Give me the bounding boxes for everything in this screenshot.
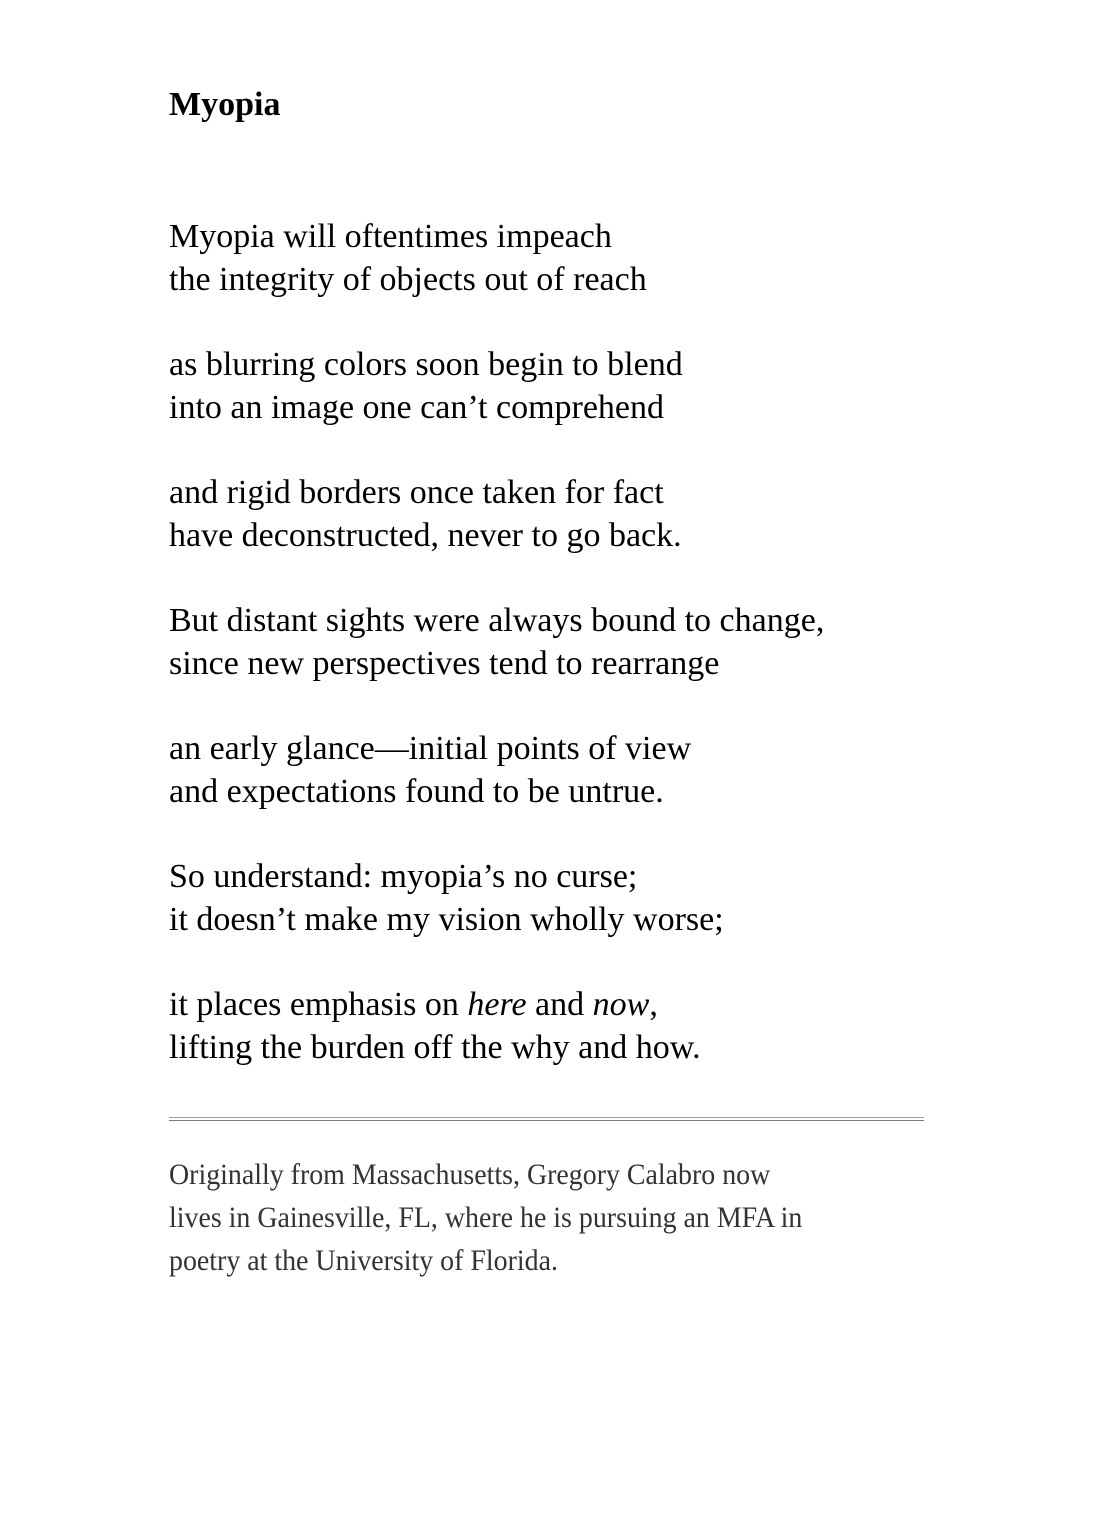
line-text: and — [526, 986, 593, 1023]
author-bio — [169, 1153, 924, 1282]
poem-line: it doesn’t make my vision wholly worse; — [169, 901, 724, 938]
poem-line: But distant sights were always bound to change, — [169, 602, 825, 639]
stanza-3 — [169, 471, 924, 557]
bio-line: lives in Gainesville, FL, where he is pursuing an MFA in — [169, 1201, 803, 1234]
poem-line: and rigid borders once taken for fact — [169, 474, 664, 511]
line-text: it places emphasis on — [169, 986, 468, 1023]
poem-body — [169, 215, 924, 1111]
stanza-4 — [169, 599, 924, 685]
bio-line: poetry at the University of Florida. — [169, 1244, 558, 1277]
divider — [169, 1117, 924, 1121]
poem-line: into an image one can’t comprehend — [169, 389, 665, 426]
line-text: , — [649, 986, 658, 1023]
emphasis-here: here — [467, 986, 527, 1023]
poem-line: have deconstructed, never to go back. — [169, 517, 682, 554]
emphasis-now: now — [592, 986, 650, 1023]
stanza-2 — [169, 343, 924, 429]
stanza-1 — [169, 215, 924, 301]
poem-line — [169, 983, 924, 1026]
stanza-6 — [169, 855, 924, 941]
poem-line: the integrity of objects out of reach — [169, 261, 647, 298]
poem-line: lifting the burden off the why and how. — [169, 1029, 701, 1066]
stanza-7 — [169, 983, 924, 1069]
poem-line: an early glance—initial points of view — [169, 730, 692, 767]
poem-line: Myopia will oftentimes impeach — [169, 218, 612, 255]
stanza-5 — [169, 727, 924, 813]
poem-title: Myopia — [169, 86, 281, 123]
poem-line: as blurring colors soon begin to blend — [169, 346, 683, 383]
poem-line: So understand: myopia’s no curse; — [169, 858, 638, 895]
poem-line: and expectations found to be untrue. — [169, 773, 664, 810]
bio-line: Originally from Massachusetts, Gregory Calabro now — [169, 1158, 771, 1191]
poem-line: since new perspectives tend to rearrange — [169, 645, 720, 682]
